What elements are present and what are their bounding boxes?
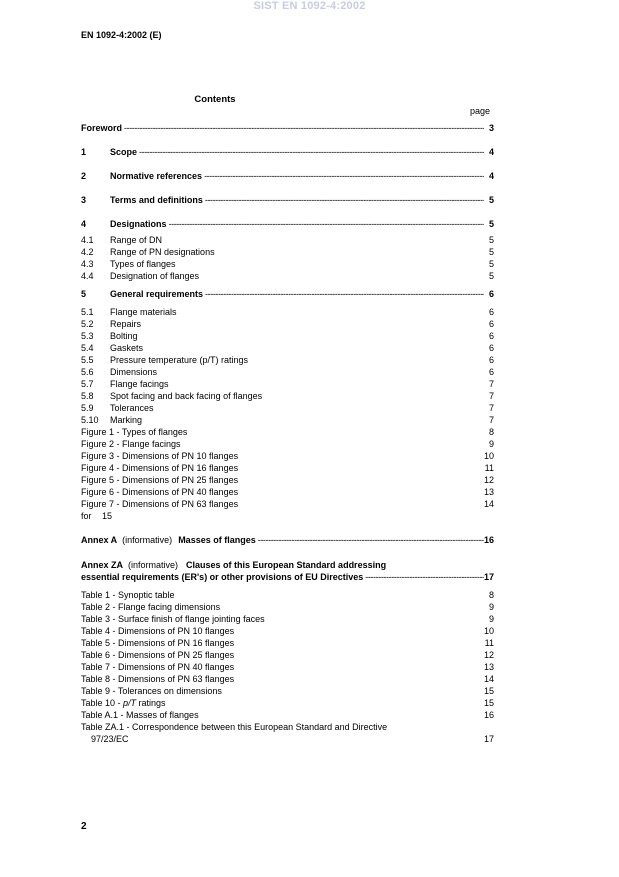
dot-leader bbox=[169, 218, 484, 230]
toc-number: 5.4 bbox=[81, 343, 94, 353]
toc-page: 11 bbox=[484, 463, 494, 473]
toc-page: 5 bbox=[488, 235, 494, 245]
toc-label: Flange facings bbox=[110, 379, 169, 389]
toc-page: 10 bbox=[483, 451, 494, 461]
toc-number: 5.6 bbox=[81, 367, 94, 377]
toc-label: Marking bbox=[110, 415, 143, 425]
toc-label: Table 5 - Dimensions of PN 16 flanges bbox=[81, 638, 235, 648]
toc-number: 5.1 bbox=[81, 307, 94, 317]
toc-number: 5.3 bbox=[81, 331, 94, 341]
toc-page: 11 bbox=[484, 638, 494, 648]
toc-page: 9 bbox=[488, 439, 494, 449]
toc-entry-general-requirements[interactable] bbox=[81, 288, 494, 300]
toc-label: Designations bbox=[110, 219, 167, 229]
table-list bbox=[81, 589, 494, 745]
toc-number: 5.9 bbox=[81, 403, 94, 413]
toc-page: 14 bbox=[483, 499, 494, 509]
table-entry[interactable] bbox=[81, 589, 494, 601]
toc-number: 1 bbox=[81, 147, 87, 157]
toc-label: Figure 6 - Dimensions of PN 40 flanges bbox=[81, 487, 239, 497]
toc-number: 5.5 bbox=[81, 355, 94, 365]
toc-label: Table 4 - Dimensions of PN 10 flanges bbox=[81, 626, 235, 636]
toc-label: Masses of flanges bbox=[178, 535, 256, 545]
table-entry[interactable] bbox=[81, 637, 494, 649]
toc-entry-scope[interactable] bbox=[81, 146, 494, 158]
toc-label: Figure 3 - Dimensions of PN 10 flanges bbox=[81, 451, 239, 461]
figure-entry[interactable] bbox=[81, 486, 494, 498]
toc-page: 4 bbox=[488, 147, 494, 157]
table-entry[interactable] bbox=[81, 697, 494, 709]
toc-label: Gaskets bbox=[110, 343, 144, 353]
dot-leader bbox=[258, 534, 484, 546]
dot-leader bbox=[205, 288, 484, 300]
annex-za-line-2 bbox=[81, 571, 494, 583]
contents-title: Contents bbox=[194, 94, 236, 105]
toc-subentry[interactable] bbox=[81, 306, 494, 318]
toc-page: 6 bbox=[488, 289, 494, 299]
toc-label: Table 6 - Dimensions of PN 25 flanges bbox=[81, 650, 235, 660]
toc-label: General requirements bbox=[110, 289, 204, 299]
table-entry[interactable] bbox=[81, 673, 494, 685]
toc-label: Range of PN designations bbox=[110, 247, 215, 257]
general-requirements-subsections bbox=[81, 306, 494, 426]
toc-label: Figure 1 - Types of flanges bbox=[81, 427, 188, 437]
toc-page: 7 bbox=[488, 403, 494, 413]
table-entry[interactable] bbox=[81, 661, 494, 673]
toc-label: Dimensions bbox=[110, 367, 158, 377]
toc-page: 4 bbox=[488, 171, 494, 181]
toc-page: 9 bbox=[488, 602, 494, 612]
toc-number: 3 bbox=[81, 195, 87, 205]
toc-subentry[interactable] bbox=[81, 234, 494, 246]
toc-page: 5 bbox=[488, 271, 494, 281]
for-entry[interactable] bbox=[81, 510, 494, 522]
toc-page: 14 bbox=[483, 674, 494, 684]
table-of-contents bbox=[81, 122, 494, 745]
toc-subentry[interactable] bbox=[81, 270, 494, 282]
table-entry[interactable] bbox=[81, 721, 494, 745]
toc-subentry[interactable] bbox=[81, 414, 494, 426]
toc-page: 8 bbox=[488, 590, 494, 600]
toc-label: Figure 2 - Flange facings bbox=[81, 439, 181, 449]
toc-page: 17 bbox=[483, 572, 494, 582]
figure-entry[interactable] bbox=[81, 438, 494, 450]
toc-page: 15 bbox=[483, 698, 494, 708]
toc-page: 8 bbox=[488, 427, 494, 437]
toc-entry-annex-a[interactable] bbox=[81, 534, 494, 546]
annex-type: (informative) bbox=[128, 560, 179, 570]
toc-number: 5 bbox=[81, 289, 87, 299]
toc-entry-annex-za[interactable] bbox=[81, 559, 494, 583]
toc-label: Figure 4 - Dimensions of PN 16 flanges bbox=[81, 463, 239, 473]
toc-label: Spot facing and back facing of flanges bbox=[110, 391, 263, 401]
toc-entry-terms-definitions[interactable] bbox=[81, 194, 494, 206]
toc-page: 16 bbox=[483, 535, 494, 545]
toc-subentry[interactable] bbox=[81, 354, 494, 366]
toc-page: 13 bbox=[483, 662, 494, 672]
figure-entry[interactable] bbox=[81, 450, 494, 462]
toc-label: Repairs bbox=[110, 319, 142, 329]
toc-label: Flange materials bbox=[110, 307, 177, 317]
table-entry[interactable] bbox=[81, 649, 494, 661]
toc-number: 2 bbox=[81, 171, 87, 181]
toc-page: 10 bbox=[483, 626, 494, 636]
toc-page: 5 bbox=[488, 259, 494, 269]
dot-leader bbox=[124, 122, 484, 134]
toc-entry-normative-references[interactable] bbox=[81, 170, 494, 182]
table-entry[interactable] bbox=[81, 685, 494, 697]
toc-subentry[interactable] bbox=[81, 330, 494, 342]
toc-subentry[interactable] bbox=[81, 246, 494, 258]
toc-subentry[interactable] bbox=[81, 258, 494, 270]
toc-label: Bolting bbox=[110, 331, 138, 341]
toc-label: Terms and definitions bbox=[110, 195, 203, 205]
toc-number: 4.3 bbox=[81, 259, 94, 269]
toc-label: Types of flanges bbox=[110, 259, 176, 269]
figure-entry[interactable] bbox=[81, 498, 494, 510]
toc-page: 6 bbox=[488, 355, 494, 365]
page-number: 2 bbox=[81, 821, 87, 832]
toc-label: Table 10 - p/T ratings bbox=[81, 698, 166, 708]
toc-subentry[interactable] bbox=[81, 402, 494, 414]
toc-subentry[interactable] bbox=[81, 390, 494, 402]
annex-prefix: Annex A bbox=[81, 535, 118, 545]
toc-label: for bbox=[81, 511, 92, 521]
toc-page: 16 bbox=[483, 710, 494, 720]
toc-subentry[interactable] bbox=[81, 366, 494, 378]
dot-leader bbox=[204, 170, 484, 182]
toc-subentry[interactable] bbox=[81, 318, 494, 330]
toc-page: 5 bbox=[488, 247, 494, 257]
toc-label: Pressure temperature (p/T) ratings bbox=[110, 355, 249, 365]
toc-page: 7 bbox=[488, 391, 494, 401]
toc-label: 97/23/EC bbox=[91, 734, 129, 744]
page-column-label: page bbox=[470, 106, 491, 116]
table-entry[interactable] bbox=[81, 601, 494, 613]
toc-label: Table 8 - Dimensions of PN 63 flanges bbox=[81, 674, 235, 684]
toc-number: 5.10 bbox=[81, 415, 99, 425]
toc-number: 4.4 bbox=[81, 271, 94, 281]
toc-page: 17 bbox=[483, 734, 494, 744]
figure-entry[interactable] bbox=[81, 462, 494, 474]
figure-list bbox=[81, 426, 494, 522]
figure-entry[interactable] bbox=[81, 426, 494, 438]
toc-label: Table ZA.1 - Correspondence between this European Standard and Directive bbox=[81, 722, 388, 732]
toc-label: Table 2 - Flange facing dimensions bbox=[81, 602, 221, 612]
annex-za-line-1 bbox=[81, 559, 494, 571]
toc-subentry[interactable] bbox=[81, 342, 494, 354]
toc-number: 4 bbox=[81, 219, 87, 229]
table-entry[interactable] bbox=[81, 625, 494, 637]
table-entry[interactable] bbox=[81, 709, 494, 721]
toc-label: Table 1 - Synoptic table bbox=[81, 590, 175, 600]
toc-page: 5 bbox=[488, 195, 494, 205]
toc-label: Normative references bbox=[110, 171, 203, 181]
toc-subentry[interactable] bbox=[81, 378, 494, 390]
toc-label: Tolerances bbox=[110, 403, 154, 413]
toc-page: 12 bbox=[483, 650, 494, 660]
toc-page: 6 bbox=[488, 367, 494, 377]
toc-page: 3 bbox=[488, 123, 494, 133]
toc-label: Scope bbox=[110, 147, 138, 157]
toc-label: essential requirements (ER's) or other provisions of EU Directives bbox=[81, 572, 364, 582]
toc-number: 4.2 bbox=[81, 247, 94, 257]
toc-page: 12 bbox=[483, 475, 494, 485]
toc-number: 5.7 bbox=[81, 379, 94, 389]
toc-page: 6 bbox=[488, 307, 494, 317]
dot-leader bbox=[365, 571, 484, 583]
annex-prefix: Annex ZA bbox=[81, 560, 124, 570]
figure-entry[interactable] bbox=[81, 474, 494, 486]
table-za1-line-1 bbox=[81, 721, 494, 733]
toc-label: Table A.1 - Masses of flanges bbox=[81, 710, 199, 720]
toc-label: Figure 7 - Dimensions of PN 63 flanges bbox=[81, 499, 239, 509]
toc-page: 15 bbox=[102, 511, 113, 521]
toc-label: Figure 5 - Dimensions of PN 25 flanges bbox=[81, 475, 239, 485]
watermark: SIST EN 1092-4:2002 bbox=[253, 0, 366, 12]
toc-label: Table 7 - Dimensions of PN 40 flanges bbox=[81, 662, 235, 672]
toc-page: 9 bbox=[488, 614, 494, 624]
toc-page: 6 bbox=[488, 319, 494, 329]
toc-label: Table 9 - Tolerances on dimensions bbox=[81, 686, 222, 696]
toc-page: 6 bbox=[488, 343, 494, 353]
toc-number: 4.1 bbox=[81, 235, 94, 245]
toc-entry-foreword[interactable] bbox=[81, 122, 494, 134]
toc-label: Range of DN bbox=[110, 235, 163, 245]
toc-page: 7 bbox=[488, 415, 494, 425]
toc-page: 6 bbox=[488, 331, 494, 341]
document-header: EN 1092-4:2002 (E) bbox=[81, 30, 162, 40]
toc-page: 7 bbox=[488, 379, 494, 389]
toc-label: Designation of flanges bbox=[110, 271, 200, 281]
toc-entry-designations[interactable] bbox=[81, 218, 494, 230]
toc-number: 5.8 bbox=[81, 391, 94, 401]
table-za1-line-2 bbox=[81, 733, 494, 745]
toc-label: Clauses of this European Standard addressing bbox=[186, 560, 387, 570]
designations-subsections bbox=[81, 234, 494, 282]
toc-page: 13 bbox=[483, 487, 494, 497]
toc-page: 5 bbox=[488, 219, 494, 229]
table-entry[interactable] bbox=[81, 613, 494, 625]
dot-leader bbox=[205, 194, 484, 206]
toc-label: Foreword bbox=[81, 123, 123, 133]
toc-number: 5.2 bbox=[81, 319, 94, 329]
dot-leader bbox=[139, 146, 484, 158]
toc-label: Table 3 - Surface finish of flange jointing faces bbox=[81, 614, 265, 624]
annex-type: (informative) bbox=[122, 535, 173, 545]
toc-page: 15 bbox=[483, 686, 494, 696]
